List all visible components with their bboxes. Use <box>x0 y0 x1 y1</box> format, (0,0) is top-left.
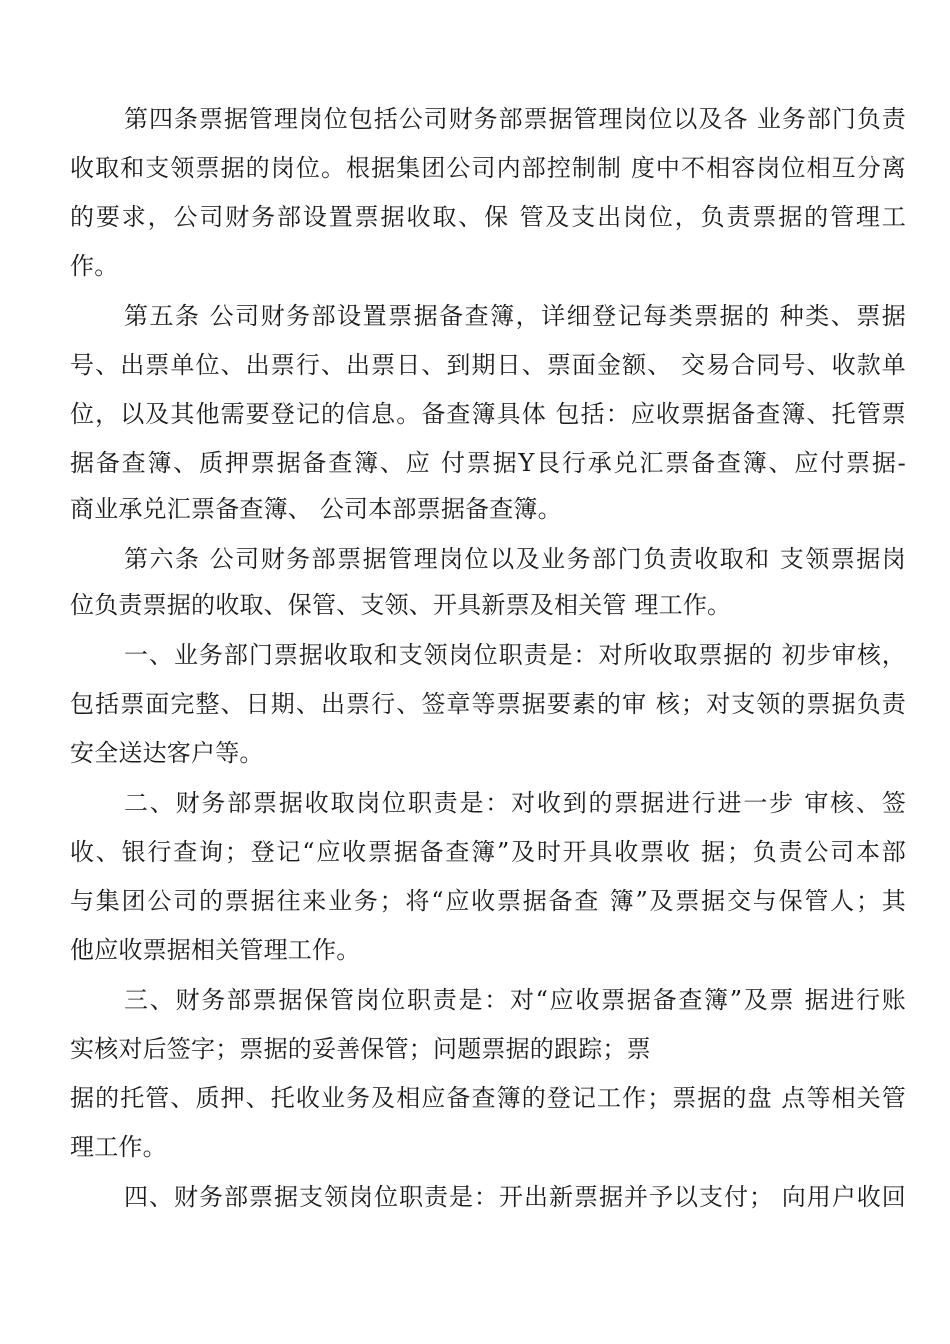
item-1-line-1: 一、业务部门票据收取和支领岗位职责是：对所收取票据的 初步审核， <box>124 641 906 669</box>
item-2-line-4: 他应收票据相关管理工作。 <box>70 936 361 964</box>
item-3-line-1: 三、财务部票据保管岗位职责是：对“应收票据备查簿”及票 据进行账 <box>124 986 906 1014</box>
item-3-line-4: 理工作。 <box>70 1133 167 1161</box>
item-1-line-2: 包括票面完整、日期、出票行、签章等票据要素的审 核；对支领的票据负责 <box>70 690 906 718</box>
paragraph-6-line-1: 第六条 公司财务部票据管理岗位以及业务部门负责收取和 支领票据岗 <box>124 545 906 573</box>
paragraph-4-line-4: 作。 <box>70 252 119 280</box>
paragraph-5-line-5: 商业承兑汇票备查簿、 公司本部票据备查簿。 <box>70 495 562 523</box>
item-1-line-3: 安全送达客户等。 <box>70 739 264 767</box>
paragraph-5-line-2: 号、出票单位、出票行、出票日、到期日、票面金额、 交易合同号、收款单 <box>70 351 906 379</box>
paragraph-5-line-1: 第五条 公司财务部设置票据备查簿，详细登记每类票据的 种类、票据 <box>124 302 906 330</box>
paragraph-6-line-2: 位负责票据的收取、保管、支领、开具新票及相关管 理工作。 <box>70 591 732 619</box>
item-2-line-1: 二、财务部票据收取岗位职责是：对收到的票据进行进一步 审核、签 <box>124 789 906 817</box>
item-3-line-2: 实核对后签字；票据的妥善保管；问题票据的跟踪；票 <box>70 1035 651 1063</box>
paragraph-5-line-4: 据备查簿、质押票据备查簿、应 付票据Y艮行承兑汇票备查簿、应付票据- <box>70 449 906 477</box>
paragraph-5-line-3: 位，以及其他需要登记的信息。备查簿具体 包括：应收票据备查簿、托管票 <box>70 400 906 428</box>
item-4-line-1: 四、财务部票据支领岗位职责是：开出新票据并予以支付； 向用户收回 <box>124 1183 906 1211</box>
paragraph-4-line-3: 的要求，公司财务部设置票据收取、保 管及支出岗位，负责票据的管理工 <box>70 203 906 231</box>
item-2-line-3: 与集团公司的票据往来业务；将“应收票据备查 簿”及票据交与保管人；其 <box>70 887 906 915</box>
item-2-line-2: 收、银行查询；登记“应收票据备查簿”及时开具收票收 据；负责公司本部 <box>70 838 906 866</box>
paragraph-4-line-2: 收取和支领票据的岗位。根据集团公司内部控制制 度中不相容岗位相互分离 <box>70 154 906 182</box>
item-3-line-3: 据的托管、质押、托收业务及相应备查簿的登记工作；票据的盘 点等相关管 <box>70 1084 906 1112</box>
paragraph-4-line-1: 第四条票据管理岗位包括公司财务部票据管理岗位以及各 业务部门负责 <box>124 105 906 133</box>
